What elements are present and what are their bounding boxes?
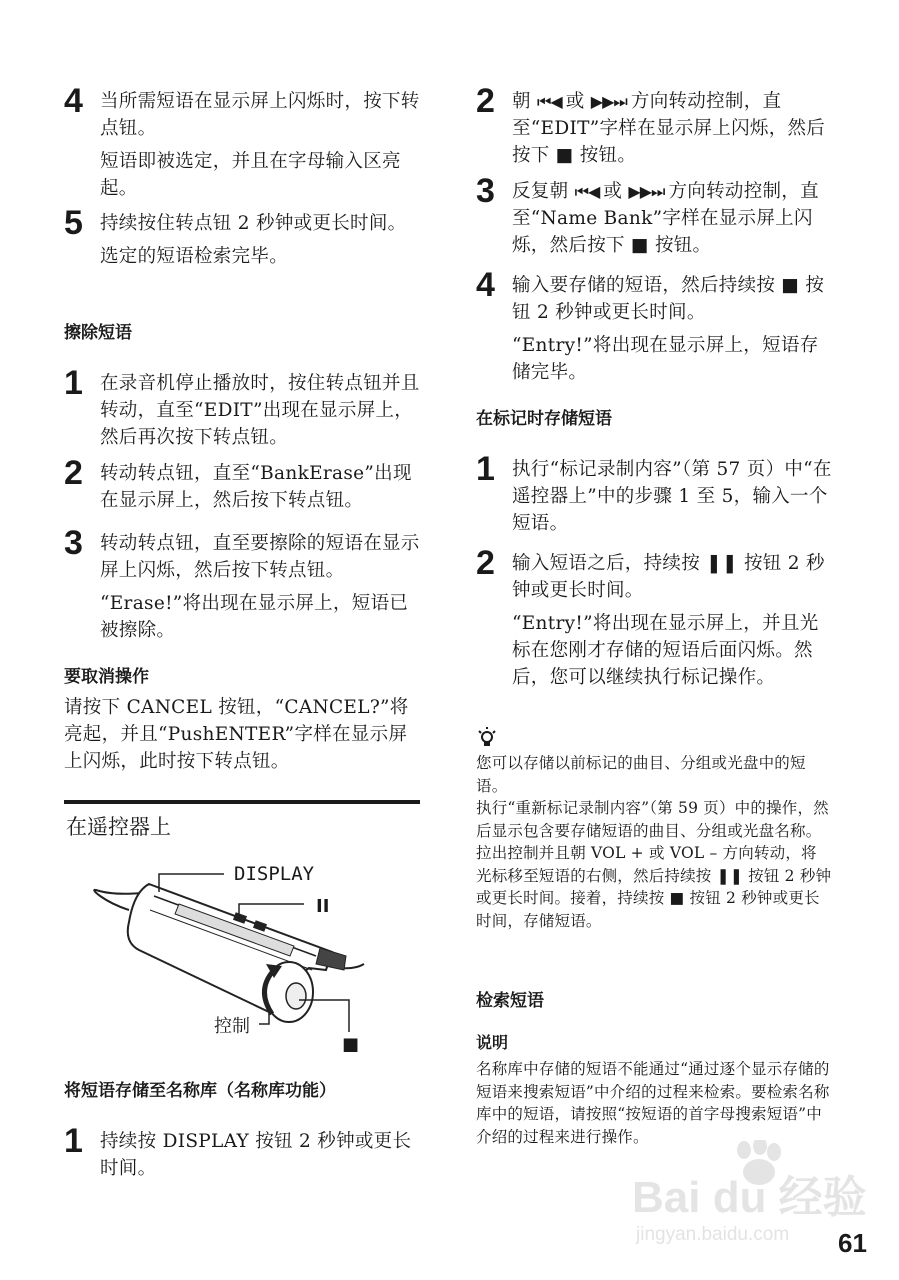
knob-center [286, 983, 306, 1009]
step-text: 持续按 DISPLAY 按钮 2 秒钟或更长时间。 [100, 1131, 412, 1179]
watermark-url: jingyan.baidu.com [636, 1224, 790, 1245]
step-result: 选定的短语检索完毕。 [100, 246, 289, 267]
mark-heading: 在标记时存储短语 [476, 409, 612, 429]
mark-step-2 [476, 544, 832, 691]
previous-track-icon: ⏮◀ [574, 182, 604, 201]
tip-text [476, 752, 832, 932]
watermark-brand: Bai du 经验 [632, 1173, 867, 1222]
step-text: 输入要存储的短语，然后持续按 ■ 按钮 2 秒钟或更长时间。 [512, 275, 825, 323]
step-text-pre: 反复朝 [512, 181, 569, 202]
pause-label: II [316, 896, 330, 917]
step-text: 持续按住转点钮 2 秒钟或更长时间。 [100, 213, 407, 234]
step-number: 4 [476, 266, 495, 304]
note-text: 名称库中存储的短语不能通过“通过逐个显示存储的短语来搜索短语”中介绍的过程来检索。要检索名称库中的短语，请按照“按短语的首字母搜索短语”中介绍的过程来进行操作。 [476, 1060, 830, 1146]
control-leader [259, 1012, 269, 1024]
previous-track-icon: ⏮◀ [537, 92, 566, 111]
mark-step-1 [476, 450, 832, 537]
step-text-pre: 朝 [512, 91, 531, 112]
step-text-mid: 或 [565, 91, 585, 112]
page-number: 61 [838, 1228, 867, 1258]
lightbulb-tip-icon [476, 726, 498, 750]
step-number: 1 [64, 364, 83, 402]
step-number: 1 [476, 450, 495, 488]
step-result: 短语即被选定，并且在字母输入区亮起。 [100, 151, 401, 199]
bank-step-2 [476, 82, 832, 169]
play-next-track-icon: ▶▶⏭ [628, 182, 669, 201]
stop-label: ■ [342, 1034, 360, 1052]
section-rule [64, 800, 420, 804]
step-text-post: 方向转动控制，直至“Name Bank”字样在显示屏上闪烁，然后按下 ■ 按钮。 [512, 181, 819, 256]
step-number: 3 [64, 524, 83, 562]
step-result: “Entry!”将出现在显示屏上，并且光标在您刚才存储的短语后面闪烁。然后，您可以继续执行标记操作。 [512, 613, 819, 688]
bank-step-1 [64, 1122, 420, 1182]
display-label: DISPLAY [234, 863, 315, 885]
bank-step-3 [476, 172, 832, 259]
play-next-track-icon: ▶▶⏭ [590, 92, 631, 111]
cancel-heading: 要取消操作 [64, 667, 149, 687]
tip-line: 执行“重新标记录制内容”（第 59 页）中的操作，然后显示包含要存储短语的曲目、分组或光盘名称。拉出控制并且朝 VOL + 或 VOL – 方向转动，将光标移至短语的右侧，然后持续按 ❚❚ 按钮 2 秒钟或更长时间。接着，持续按 ■ 按钮 2 秒钟或更长时间，存储短语。 [476, 799, 832, 930]
baidu-watermark [632, 1140, 872, 1250]
bank-heading: 将短语存储至名称库（名称库功能） [64, 1081, 336, 1101]
step-result: “Entry!”将出现在显示屏上，短语存储完毕。 [512, 335, 819, 383]
erase-step-3 [64, 524, 420, 644]
step-number: 5 [64, 204, 83, 242]
bank-step-4 [476, 266, 832, 386]
step-text [512, 88, 832, 169]
cancel-text: 请按下 CANCEL 按钮，“CANCEL?”将亮起，并且“PushENTER”字样在显示屏上闪烁，此时按下转点钮。 [64, 697, 409, 772]
step-text-mid: 或 [603, 181, 623, 202]
step-number: 3 [476, 172, 495, 210]
step-number: 4 [64, 82, 83, 120]
remote-section-title: 在遥控器上 [66, 815, 171, 839]
step-number: 2 [476, 82, 495, 120]
step-text: 转动转点钮，直至“BankErase”出现在显示屏上，然后按下转点钮。 [100, 463, 412, 511]
pause-leader [239, 904, 304, 920]
step-5 [64, 204, 420, 270]
erase-step-1 [64, 364, 420, 451]
step-number: 2 [476, 544, 495, 582]
step-text: 转动转点钮，直至要擦除的短语在显示屏上闪烁，然后按下转点钮。 [100, 533, 420, 581]
display-leader [159, 874, 224, 892]
erase-heading: 擦除短语 [64, 323, 132, 343]
step-result: “Erase!”将出现在显示屏上，短语已被擦除。 [100, 593, 409, 641]
remote-control-diagram [84, 852, 414, 1052]
step-number: 2 [64, 454, 83, 492]
step-text: 在录音机停止播放时，按住转点钮并且转动，直至“EDIT”出现在显示屏上，然后再次按下转点钮。 [100, 373, 420, 448]
step-text: 执行“标记录制内容”（第 57 页）中“在遥控器上”中的步骤 1 至 5，输入一个短语。 [512, 459, 832, 534]
erase-step-2 [64, 454, 420, 514]
search-heading: 检索短语 [476, 991, 544, 1011]
step-text-post: 方向转动控制，直至“EDIT”字样在显示屏上闪烁，然后按下 ■ 按钮。 [512, 91, 826, 166]
note-heading: 说明 [476, 1033, 509, 1052]
step-4 [64, 82, 420, 202]
tip-line: 您可以存储以前标记的曲目、分组或光盘中的短语。 [476, 754, 806, 795]
step-text: 输入短语之后，持续按 ❚❚ 按钮 2 秒钟或更长时间。 [512, 553, 825, 601]
step-number: 1 [64, 1122, 83, 1160]
step-text: 当所需短语在显示屏上闪烁时，按下转点钮。 [100, 91, 420, 139]
control-label: 控制 [214, 1016, 250, 1037]
step-text [512, 178, 832, 259]
